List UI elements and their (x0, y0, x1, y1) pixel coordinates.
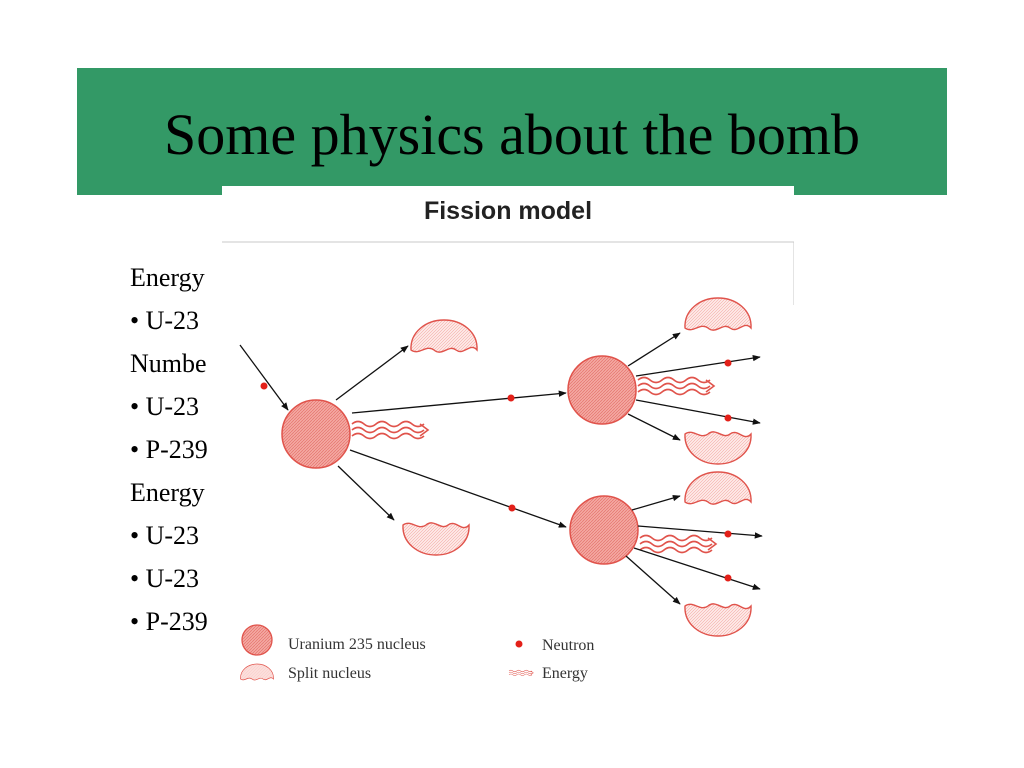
bullet-line: • P-239 (130, 435, 208, 464)
uranium-nucleus-icon (568, 356, 636, 424)
bullet-list (130, 256, 208, 643)
neutron-arrow (636, 400, 760, 423)
split-arrow (628, 333, 680, 366)
bullet-line: • U-23 (130, 564, 200, 593)
bullet-line: • U-23 (130, 306, 200, 335)
neutron-icon (509, 505, 516, 512)
split-nucleus-icon (685, 432, 751, 464)
legend-uranium-label: Uranium 235 nucleus (288, 636, 426, 653)
split-nucleus-icon (685, 298, 751, 330)
neutron-arrow (634, 548, 760, 589)
fission-model-diagram (222, 186, 794, 696)
energy-wave-icon (640, 536, 716, 553)
title-banner (77, 68, 947, 195)
neutron-icon (508, 395, 515, 402)
bullet-line: Energy (130, 478, 205, 507)
split-arrow (336, 346, 408, 400)
uranium-nucleus-icon (570, 496, 638, 564)
bullet-line: • P-239 (130, 607, 208, 636)
neutron-arrow (350, 450, 566, 527)
split-nucleus-icon (685, 604, 751, 636)
neutron-icon (725, 531, 732, 538)
split-nucleus-icon (685, 472, 751, 504)
split-nucleus-icon (403, 523, 469, 555)
diagram-title: Fission model (423, 197, 593, 225)
neutron-arrow (352, 393, 566, 413)
legend-split-label: Split nucleus (288, 665, 372, 682)
bullet-line: • U-23 (130, 521, 200, 550)
fission-diagram-svg (222, 186, 794, 696)
split-arrow (338, 466, 394, 520)
neutron-icon (261, 383, 268, 390)
incoming-neutron-arrow (240, 345, 288, 410)
split-arrow (628, 414, 680, 440)
uranium-nucleus-icon (282, 400, 350, 468)
legend (222, 618, 615, 696)
bullet-line: • U-23 (130, 392, 200, 421)
bullet-line: Energy (130, 263, 205, 292)
neutron-arrow (636, 357, 760, 376)
energy-wave-icon (352, 422, 428, 439)
neutron-icon (725, 575, 732, 582)
split-arrow (626, 556, 680, 604)
neutron-icon (725, 415, 732, 422)
energy-wave-icon (638, 378, 714, 395)
bullet-line: Numbe (130, 349, 207, 378)
legend-neutron-label: Neutron (542, 637, 595, 654)
uranium-nucleus-icon (242, 625, 272, 655)
split-nucleus-icon (411, 320, 477, 352)
split-arrow (632, 496, 680, 510)
legend-energy-label: Energy (542, 665, 588, 682)
slide-title: Some physics about the bomb (164, 102, 860, 167)
legend-box (222, 618, 615, 696)
neutron-icon (725, 360, 732, 367)
neutron-icon (516, 641, 523, 648)
neutron-arrow (638, 526, 762, 536)
